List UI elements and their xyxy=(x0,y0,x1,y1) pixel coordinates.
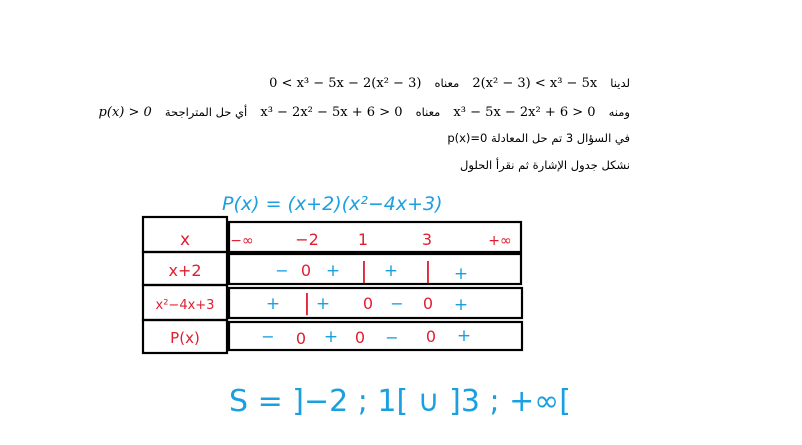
sign-cell: + xyxy=(265,294,281,314)
sign-cell: + xyxy=(315,294,331,314)
sign-row-x-plus-2 xyxy=(275,259,468,284)
sign-cell: + xyxy=(325,261,341,281)
sign-cell: 0 xyxy=(422,294,434,313)
x-value-plus-infinity: +∞ xyxy=(488,233,512,249)
sign-cell: | xyxy=(360,259,368,284)
sign-cell: 0 xyxy=(300,261,312,280)
x-value-minus-infinity: −∞ xyxy=(230,233,254,249)
line1-lhs: 2(x² − 3) < x³ − 5x xyxy=(472,76,598,91)
line2-middle: معناه xyxy=(415,105,441,119)
sign-cell: 0 xyxy=(295,329,307,348)
line2-lhs: x³ − 5x − 2x² + 6 > 0 xyxy=(453,105,596,120)
sign-row-quadratic xyxy=(266,291,468,316)
row-header-quadratic: x²−4x+3 xyxy=(155,298,215,313)
sign-cell: 0 xyxy=(354,328,366,347)
line2-tail: أي حل المتراجحة xyxy=(164,105,248,119)
sign-cell: | xyxy=(424,259,432,284)
sign-cell: + xyxy=(453,264,469,284)
sign-cell: − xyxy=(261,327,275,346)
sign-cell: − xyxy=(385,328,399,347)
line2-prefix: ومنه xyxy=(608,105,630,119)
sign-cell: + xyxy=(456,326,472,346)
x-value-minus-2: −2 xyxy=(295,230,319,249)
sign-cell: + xyxy=(453,295,469,315)
handwritten-solution: S = ]−2 ; 1[ ∪ ]3 ; +∞[ xyxy=(229,384,571,419)
x-value-3: 3 xyxy=(421,230,433,249)
x-values-row xyxy=(230,230,511,249)
line1-rhs: 0 < x³ − 5x − 2(x² − 3) xyxy=(269,76,422,91)
x-value-1: 1 xyxy=(357,230,369,249)
sign-cell: + xyxy=(323,327,339,347)
sign-cell: 0 xyxy=(362,294,374,313)
sign-row-px xyxy=(261,326,471,348)
sign-cell: + xyxy=(383,261,399,281)
handwritten-factorization: P(x) = (x+2)(x²−4x+3) xyxy=(222,193,443,215)
line2-rhs: x³ − 2x² − 5x + 6 > 0 xyxy=(260,105,403,120)
row-header-x: x xyxy=(179,230,191,250)
sign-cell: − xyxy=(275,261,289,280)
row-header-x-plus-2: x+2 xyxy=(168,261,202,280)
line1-prefix: لدينا xyxy=(610,76,630,90)
line1-middle: معناه xyxy=(434,76,460,90)
text-line-3: في السؤال 3 تم حل المعادلة p(x)=0 xyxy=(447,131,630,145)
text-line-4: نشكل جدول الإشارة ثم نقرأ الحلول xyxy=(460,158,630,172)
sign-cell: 0 xyxy=(425,327,437,346)
sign-cell: − xyxy=(390,294,404,313)
sign-cell: | xyxy=(303,291,311,316)
line2-tail-expr: p(x) > 0 xyxy=(98,105,152,120)
row-header-px: P(x) xyxy=(170,329,200,347)
